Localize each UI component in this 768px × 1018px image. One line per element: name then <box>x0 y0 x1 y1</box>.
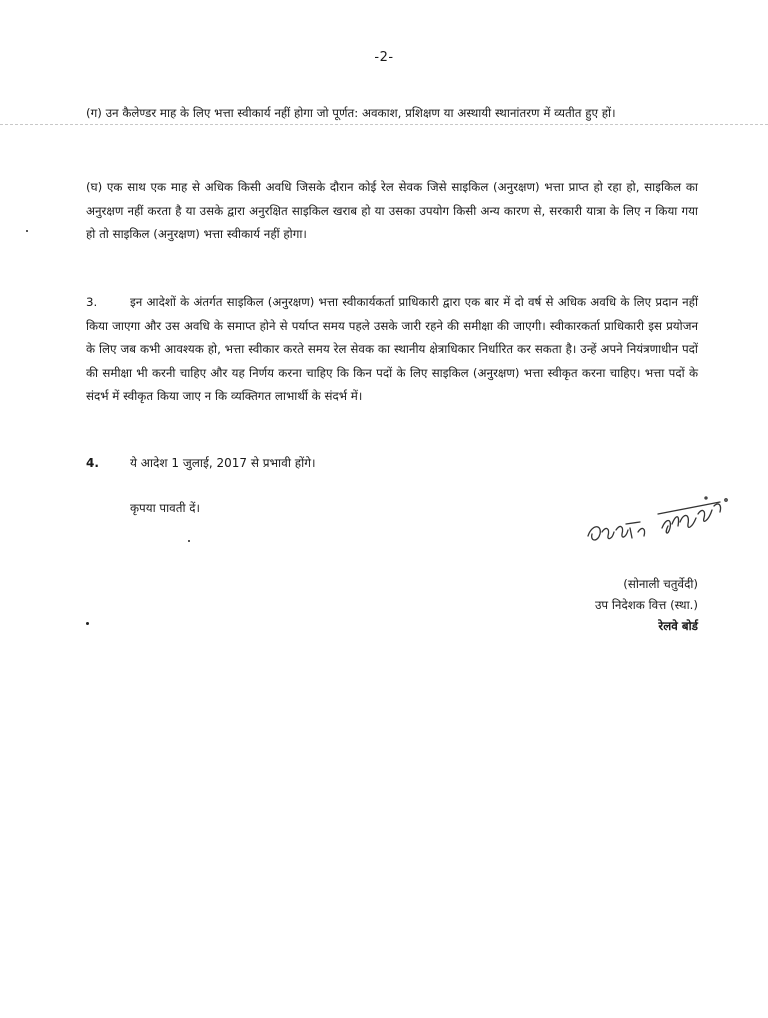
paragraph-4-text: ये आदेश 1 जुलाई, 2017 से प्रभावी होंगे। <box>130 456 316 470</box>
paragraph-g: (ग) उन कैलेण्डर माह के लिए भत्ता स्वीकार्य नहीं होगा जो पूर्णत: अवकाश, प्रशिक्षण या अस्थायी स्थानांतरण में व्यतीत हुए हों। <box>86 106 616 120</box>
paragraph-3 <box>86 291 698 409</box>
paragraph-4 <box>86 452 698 476</box>
paragraph-4-number: 4. <box>86 456 99 470</box>
scan-speck <box>86 622 89 625</box>
paragraph-3-number: 3. <box>86 295 98 309</box>
scan-speck <box>188 540 190 542</box>
paragraph-3-text: इन आदेशों के अंतर्गत साइकिल (अनुरक्षण) भत्ता स्वीकार्यकर्ता प्राधिकारी द्वारा एक बार में दो वर्ष से अधिक अवधि के लिए प्रदान नहीं किया जाएगा और उस अवधि के समाप्त होने से पर्याप्त समय पहले उसके जारी रहने की समीक्षा की जाएगी। स्वीकारकर्ता प्राधिकारी इस प्रयोजन के लिए जब कभी आवश्यक हो, भत्ता स्वीकार करते समय रेल सेवक का स्थानीय क्षेत्राधिकार निर्धारित कर सकता है। उन्हें अपने नियंत्रणाधीन पदों की समीक्षा भी करनी चाहिए और यह निर्णय करना चाहिए कि किन पदों के लिए साइकिल (अनुरक्षण) भत्ता स्वीकृत करना चाहिए। भत्ता पदों के संदर्भ में स्वीकृत किया जाए न कि व्यक्तिगत लाभार्थी के संदर्भ में। <box>86 295 699 403</box>
page-number: -2- <box>374 50 394 65</box>
handwritten-signature <box>580 484 740 564</box>
signatory-organization: रेलवे बोर्ड <box>658 619 698 633</box>
scan-speck <box>26 230 28 232</box>
signatory-name: (सोनाली चतुर्वेदी) <box>623 577 698 591</box>
acknowledgement-request: कृपया पावती दें। <box>130 501 200 515</box>
signatory-designation: उप निदेशक वित्त (स्था.) <box>594 598 698 612</box>
paragraph-gh: (घ) एक साथ एक माह से अधिक किसी अवधि जिसके दौरान कोई रेल सेवक जिसे साइकिल (अनुरक्षण) भत्ता प्राप्त हो रहा हो, साइकिल का अनुरक्षण नहीं करता है या उसके द्वारा अनुरक्षित साइकिल खराब हो या उसका उपयोग किसी अन्य कारण से, सरकारी यात्रा के लिए न किया गया हो तो साइकिल (अनुरक्षण) भत्ता स्वीकार्य नहीं होगा। <box>86 180 698 241</box>
signatory-block <box>595 574 698 637</box>
